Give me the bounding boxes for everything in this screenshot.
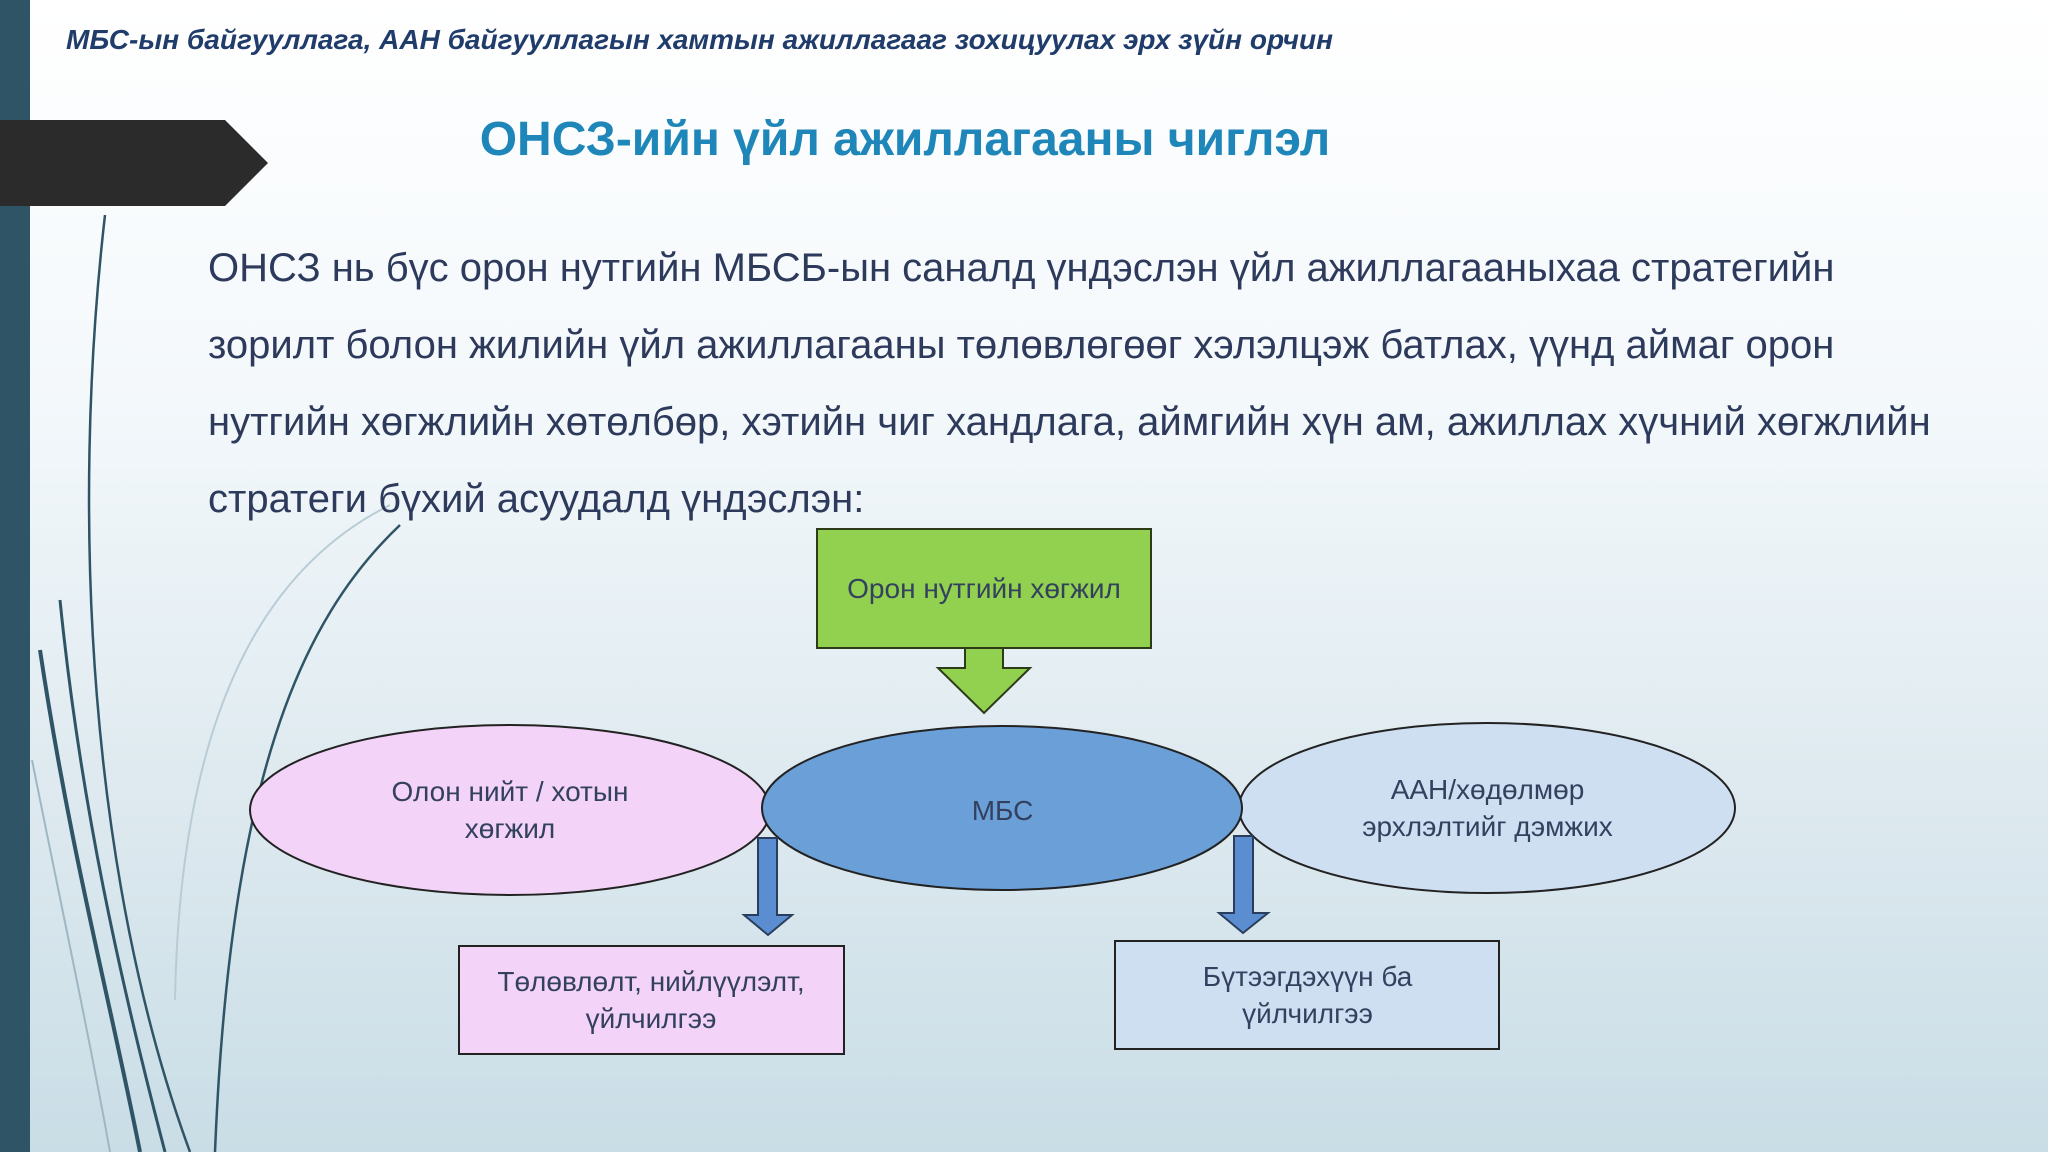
slide-body-text: ОНСЗ нь бүс орон нутгийн МБСБ-ын саналд үндэслэн үйл ажиллагааныхаа стратегийн зорилт болон жилийн үйл ажиллагааны төлөвлөгөөг хэлэлцэж батлах, үүнд аймаг орон нутгийн хөгжлийн хөтөлбөр, хэтийн чиг хандлага, аймгийн хүн ам, ажиллах хүчний хөгжлийн стратеги бүхий асуудалд үндэслэн: bbox=[208, 246, 1931, 521]
right-ellipse-label: ААН/хөдөлмөр эрхлэлтийг дэмжих bbox=[1362, 774, 1613, 842]
header-subtitle: МБС-ын байгууллага, ААН байгууллагын хамтын ажиллагааг зохицуулах эрх зүйн орчин bbox=[66, 24, 1333, 55]
left-ellipse-label: Олон нийт / хотын хөгжил bbox=[391, 776, 629, 844]
down-arrow-green bbox=[938, 648, 1030, 713]
down-arrow-right bbox=[1219, 836, 1268, 933]
bottom-left-box-label: Төлөвлөлт, нийлүүлэлт, үйлчилгээ bbox=[497, 966, 805, 1034]
slide-title: ОНСЗ-ийн үйл ажиллагааны чиглэл bbox=[479, 113, 1331, 166]
bottom-right-box-label: Бүтээгдэхүүн ба үйлчилгээ bbox=[1202, 961, 1413, 1029]
down-arrow-left bbox=[744, 838, 792, 935]
center-ellipse-label: МБС bbox=[971, 794, 1034, 826]
top-box-label: Орон нутгийн хөгжил bbox=[847, 573, 1121, 604]
